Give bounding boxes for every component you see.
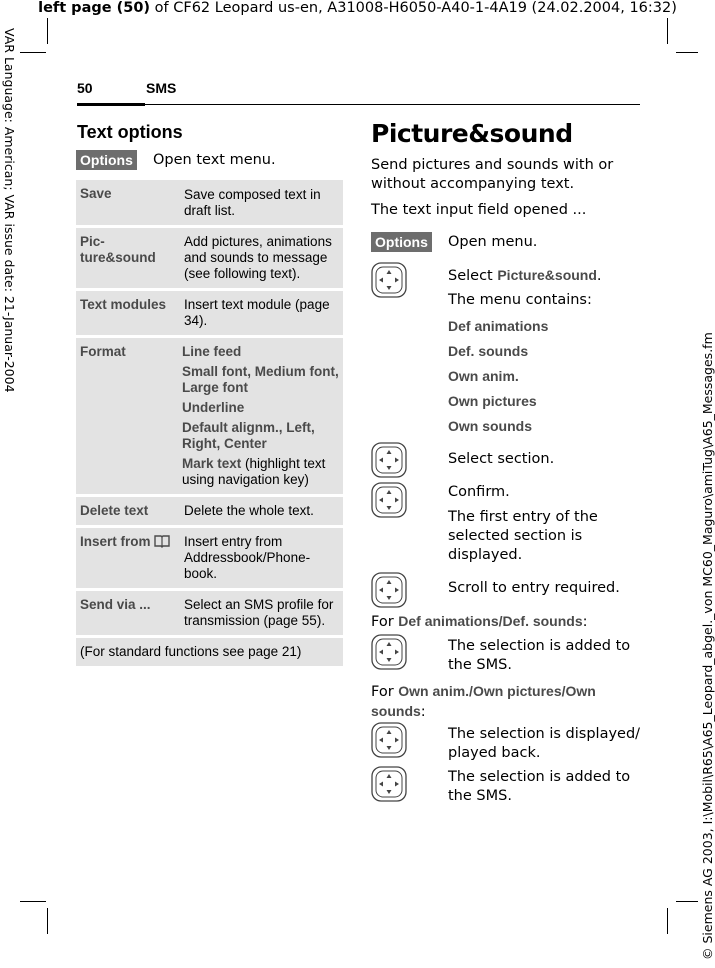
menu-item-own-anim: Own anim. <box>448 368 519 384</box>
format-option-mark <box>182 456 339 488</box>
options-softkey: Options <box>76 150 137 170</box>
row-value: Insert entry from Addressbook/Phone-book. <box>184 534 311 581</box>
table-row-picture-sound <box>76 228 343 288</box>
menu-item-own-sounds: Own sounds <box>448 418 532 434</box>
text-options-table <box>76 180 343 669</box>
table-row-delete-text <box>76 497 343 525</box>
table-footer-note: (For standard functions see page 21) <box>80 644 302 659</box>
select-suffix: . <box>596 268 602 284</box>
for-suffix: : <box>582 614 588 630</box>
intro-text-field: The text input field opened ... <box>371 202 587 218</box>
selection-added-text-2: The selection is added to the SMS. <box>448 769 631 804</box>
crop-mark <box>676 52 698 53</box>
navigation-key-icon <box>371 722 407 758</box>
row-value: Save composed text in draft list. <box>184 187 321 218</box>
row-value: Add pictures, animations and sounds to message (see following text). <box>184 234 332 281</box>
for-own-items: Own anim./Own pictures/Own sounds <box>371 683 596 719</box>
running-header-rest: of CF62 Leopard us-en, A31008-H6050-A40-1-4A19 (24.02.2004, 16:32) <box>150 0 677 16</box>
first-entry-text: The first entry of the selected section is displayed. <box>448 509 598 563</box>
navigation-key-icon <box>371 634 407 670</box>
for-suffix: : <box>420 704 426 720</box>
table-row-send-via <box>76 591 343 635</box>
format-option: Line feed <box>182 344 242 359</box>
for-def-items: Def animations/Def. sounds <box>398 613 583 629</box>
row-key: Pic- ture&sound <box>80 234 156 265</box>
format-option: Default alignm., Left, Right, Center <box>182 420 315 451</box>
navigation-key-icon <box>371 442 407 478</box>
crop-mark <box>47 18 48 44</box>
insert-from-label: Insert from <box>80 534 151 549</box>
navigation-key-icon <box>371 482 407 518</box>
confirm-text: Confirm. <box>448 484 510 500</box>
intro-paragraph: Send pictures and sounds with or without accompanying text. <box>371 157 614 192</box>
table-row-format <box>76 338 343 494</box>
format-option: Small font, Medium font, Large font <box>182 364 339 395</box>
options-softkey-row-right <box>371 232 432 252</box>
mark-text-label: Mark text <box>182 456 242 471</box>
header-rule-accent <box>77 103 145 106</box>
for-prefix: For <box>371 614 399 630</box>
table-row-text-modules <box>76 291 343 335</box>
row-value: Insert text module (page 34). <box>184 297 330 328</box>
select-prefix: Select <box>448 268 498 284</box>
row-key <box>76 528 180 588</box>
table-row-save <box>76 180 343 225</box>
side-note-right: © Siemens AG 2003, I:\Mobil\R65\A65_Leopard_abgel._von MC60_Maguro\amiTug\A65_Messages.fm <box>700 332 715 960</box>
menu-item-def-animations: Def animations <box>448 318 549 334</box>
navigation-key-icon <box>371 262 407 298</box>
mark-text-note: (highlight text using navigation key) <box>182 456 326 487</box>
for-prefix: For <box>371 684 399 700</box>
row-key: Send via ... <box>80 597 151 612</box>
open-menu-text: Open menu. <box>448 234 538 250</box>
table-footer <box>76 638 343 666</box>
navigation-key-icon <box>371 766 407 802</box>
crop-mark <box>667 908 668 934</box>
row-value <box>180 338 343 494</box>
menu-item-def-sounds: Def. sounds <box>448 343 529 359</box>
row-value: Select an SMS profile for transmission (page 55). <box>184 597 334 628</box>
for-own-line <box>371 682 631 722</box>
row-key: Delete text <box>80 503 149 518</box>
menu-item-own-pictures: Own pictures <box>448 393 537 409</box>
running-header-bold: left page (50) <box>38 0 151 16</box>
menu-contains-text: The menu contains: <box>448 292 592 308</box>
select-section-text: Select section. <box>448 451 555 467</box>
row-key: Text modules <box>80 297 167 312</box>
side-note-left: VAR Language: American; VAR issue date: 21-Januar-2004 <box>2 28 17 393</box>
crop-mark <box>47 908 48 934</box>
picture-sound-heading: Picture&sound <box>371 119 573 148</box>
table-row-insert-from <box>76 528 343 588</box>
text-options-heading: Text options <box>77 122 183 142</box>
running-header <box>0 0 715 16</box>
header-rule <box>77 104 640 105</box>
page-section-title: SMS <box>146 80 177 96</box>
page-number: 50 <box>77 80 93 96</box>
crop-mark <box>667 18 668 44</box>
row-value: Delete the whole text. <box>184 503 314 518</box>
book-icon <box>154 534 170 548</box>
scroll-text: Scroll to entry required. <box>448 580 620 596</box>
select-instruction <box>448 266 602 286</box>
for-def-line <box>371 612 588 632</box>
selection-displayed-text: The selection is displayed/ played back. <box>448 726 641 761</box>
crop-mark <box>676 901 698 902</box>
selection-added-text: The selection is added to the SMS. <box>448 638 631 673</box>
row-key: Save <box>80 186 112 201</box>
options-description: Open text menu. <box>153 152 276 168</box>
options-softkey-row <box>76 150 137 170</box>
select-item: Picture&sound <box>497 267 597 283</box>
row-key: Format <box>80 344 126 359</box>
options-softkey: Options <box>371 232 432 252</box>
crop-mark <box>20 901 46 902</box>
crop-mark <box>20 52 46 53</box>
format-option: Underline <box>182 400 245 415</box>
navigation-key-icon <box>371 572 407 608</box>
